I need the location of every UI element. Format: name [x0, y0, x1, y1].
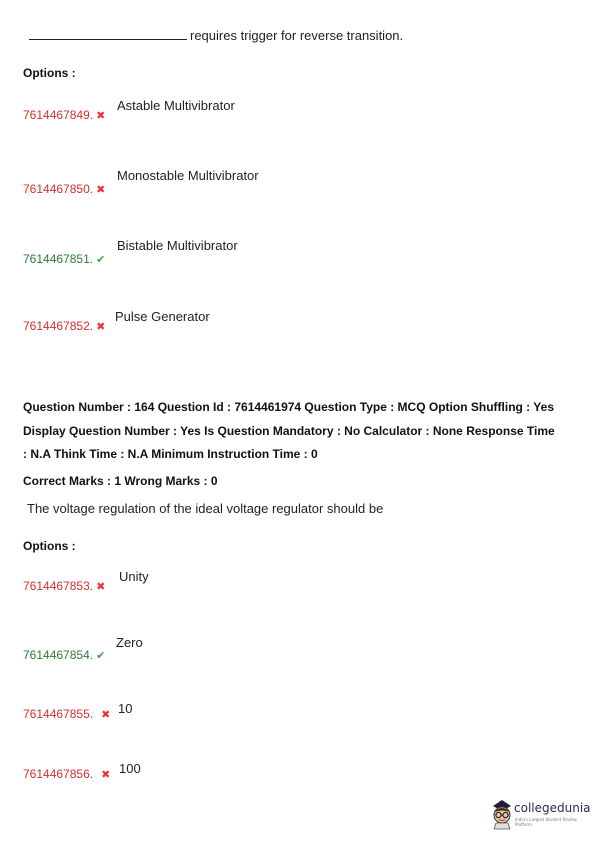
fill-blank [29, 28, 187, 40]
option-text: Pulse Generator [115, 309, 210, 324]
question-meta-line: Question Number : 164 Question Id : 7614461974 Question Type : MCQ Option Shuffling : Yes [23, 400, 554, 414]
option-text: Monostable Multivibrator [117, 168, 259, 183]
question-meta-line: Display Question Number : Yes Is Question Mandatory : No Calculator : None Response Time [23, 424, 555, 438]
wrong-mark-icon: ✖ [101, 709, 111, 721]
option-text: Unity [119, 569, 149, 584]
check-mark-icon: ✔ [96, 650, 106, 662]
wrong-mark-icon: ✖ [96, 321, 106, 333]
collegedunia-logo [490, 797, 590, 831]
options-label: Options : [23, 539, 76, 553]
option-text: 100 [119, 761, 141, 776]
option-text: Bistable Multivibrator [117, 238, 238, 253]
check-mark-icon: ✔ [96, 254, 106, 266]
option-id: 7614467854. ✔ [23, 648, 106, 662]
wrong-mark-icon: ✖ [96, 110, 106, 122]
option-text: Zero [116, 635, 143, 650]
question-text-content: requires trigger for reverse transition. [190, 28, 404, 43]
wrong-mark-icon: ✖ [101, 769, 111, 781]
option-id: 7614467852. ✖ [23, 319, 106, 333]
option-id: 7614467855. ✖ [23, 707, 111, 721]
logo-tagline: India's Largest Student Review Platform [515, 817, 577, 827]
option-id: 7614467849. ✖ [23, 108, 106, 122]
question-text: The voltage regulation of the ideal voltage regulator should be [27, 501, 384, 516]
option-text: Astable Multivibrator [117, 98, 235, 113]
option-id: 7614467856. ✖ [23, 767, 111, 781]
wrong-mark-icon: ✖ [96, 581, 106, 593]
mascot-icon [490, 798, 514, 830]
option-id: 7614467850. ✖ [23, 182, 106, 196]
option-text: 10 [118, 701, 133, 716]
logo-name: collegedunia [514, 801, 591, 815]
marks-info: Correct Marks : 1 Wrong Marks : 0 [23, 474, 218, 488]
options-label: Options : [23, 66, 76, 80]
question-text [29, 28, 403, 43]
wrong-mark-icon: ✖ [96, 184, 106, 196]
option-id: 7614467853. ✖ [23, 579, 106, 593]
question-meta-line: : N.A Think Time : N.A Minimum Instruction Time : 0 [23, 447, 318, 461]
option-id: 7614467851. ✔ [23, 252, 106, 266]
